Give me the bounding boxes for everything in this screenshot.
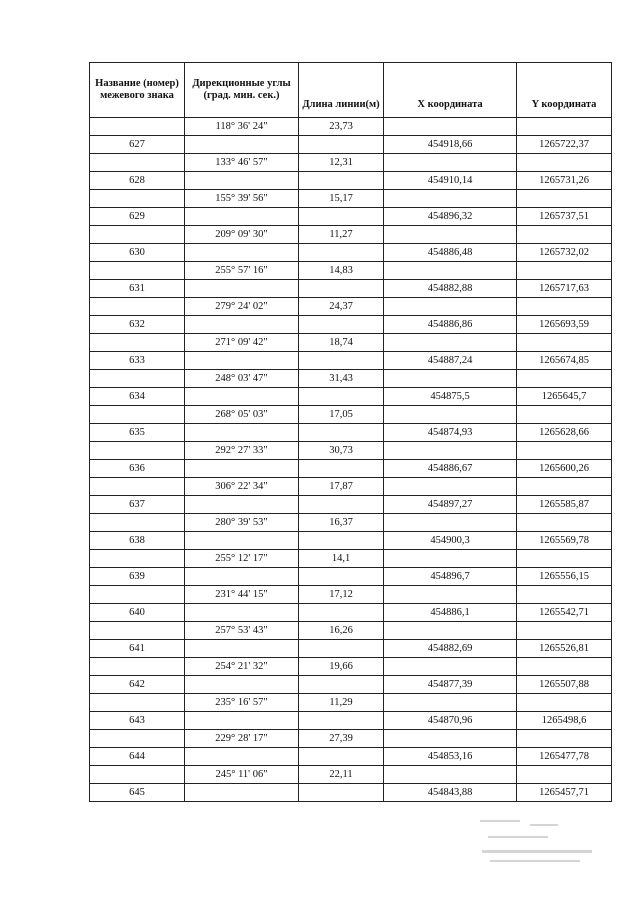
direction-angle-cell [185, 352, 299, 370]
mark-name-cell: 643 [90, 712, 185, 730]
table-row [90, 352, 612, 370]
direction-angle-cell [185, 712, 299, 730]
line-length-cell: 16,37 [299, 514, 384, 532]
table-row [90, 766, 612, 784]
y-coordinate-cell: 1265498,6 [517, 712, 612, 730]
table-row [90, 460, 612, 478]
direction-angle-cell: 229° 28' 17" [185, 730, 299, 748]
y-coordinate-cell: 1265569,78 [517, 532, 612, 550]
direction-angle-cell: 235° 16' 57" [185, 694, 299, 712]
y-coordinate-cell: 1265477,78 [517, 748, 612, 766]
mark-name-cell: 636 [90, 460, 185, 478]
table-row [90, 424, 612, 442]
table-body [90, 118, 612, 802]
mark-name-cell [90, 586, 185, 604]
x-coordinate-cell: 454874,93 [384, 424, 517, 442]
x-coordinate-cell: 454886,67 [384, 460, 517, 478]
table-row [90, 784, 612, 802]
y-coordinate-cell [517, 514, 612, 532]
y-coordinate-cell [517, 694, 612, 712]
direction-angle-cell: 306° 22' 34" [185, 478, 299, 496]
y-coordinate-cell: 1265556,15 [517, 568, 612, 586]
line-length-cell [299, 532, 384, 550]
x-coordinate-cell [384, 658, 517, 676]
direction-angle-cell: 255° 57' 16" [185, 262, 299, 280]
mark-name-cell: 630 [90, 244, 185, 262]
mark-name-cell [90, 262, 185, 280]
table-row [90, 658, 612, 676]
direction-angle-cell: 257° 53' 43" [185, 622, 299, 640]
x-coordinate-cell [384, 442, 517, 460]
direction-angle-cell: 118° 36' 24" [185, 118, 299, 136]
x-coordinate-cell [384, 370, 517, 388]
table-row [90, 604, 612, 622]
mark-name-cell: 637 [90, 496, 185, 514]
direction-angle-cell: 231° 44' 15" [185, 586, 299, 604]
x-coordinate-cell [384, 730, 517, 748]
mark-name-cell: 642 [90, 676, 185, 694]
y-coordinate-cell [517, 622, 612, 640]
direction-angle-cell [185, 676, 299, 694]
line-length-cell [299, 748, 384, 766]
table-row [90, 406, 612, 424]
y-coordinate-cell: 1265526,81 [517, 640, 612, 658]
line-length-cell [299, 424, 384, 442]
direction-angle-cell: 248° 03' 47" [185, 370, 299, 388]
mark-name-cell [90, 694, 185, 712]
x-coordinate-cell [384, 586, 517, 604]
table-row [90, 226, 612, 244]
x-coordinate-cell: 454843,88 [384, 784, 517, 802]
y-coordinate-cell: 1265731,26 [517, 172, 612, 190]
x-coordinate-cell [384, 694, 517, 712]
mark-name-cell [90, 730, 185, 748]
line-length-cell [299, 280, 384, 298]
direction-angle-cell: 280° 39' 53" [185, 514, 299, 532]
table-row [90, 478, 612, 496]
mark-name-cell: 634 [90, 388, 185, 406]
line-length-cell: 27,39 [299, 730, 384, 748]
y-coordinate-cell [517, 658, 612, 676]
line-length-cell [299, 352, 384, 370]
y-coordinate-cell [517, 370, 612, 388]
direction-angle-cell: 254° 21' 32" [185, 658, 299, 676]
table-row [90, 748, 612, 766]
table-row [90, 496, 612, 514]
mark-name-cell: 635 [90, 424, 185, 442]
table-row [90, 298, 612, 316]
direction-angle-cell [185, 208, 299, 226]
line-length-cell [299, 784, 384, 802]
direction-angle-cell [185, 172, 299, 190]
y-coordinate-cell: 1265585,87 [517, 496, 612, 514]
line-length-cell [299, 496, 384, 514]
table-row [90, 694, 612, 712]
y-coordinate-cell [517, 550, 612, 568]
y-coordinate-cell [517, 766, 612, 784]
table-header-row [90, 63, 612, 118]
line-length-cell: 17,12 [299, 586, 384, 604]
header-y-coordinate: Y координата [517, 63, 612, 118]
line-length-cell: 23,73 [299, 118, 384, 136]
direction-angle-cell [185, 532, 299, 550]
line-length-cell [299, 676, 384, 694]
table-row [90, 316, 612, 334]
line-length-cell [299, 136, 384, 154]
table-row [90, 730, 612, 748]
table-row [90, 514, 612, 532]
x-coordinate-cell [384, 514, 517, 532]
mark-name-cell [90, 406, 185, 424]
x-coordinate-cell: 454887,24 [384, 352, 517, 370]
table-row [90, 190, 612, 208]
y-coordinate-cell [517, 190, 612, 208]
mark-name-cell [90, 226, 185, 244]
table-row [90, 622, 612, 640]
line-length-cell: 16,26 [299, 622, 384, 640]
x-coordinate-cell [384, 622, 517, 640]
header-line-length: Длина линии(м) [299, 63, 384, 118]
x-coordinate-cell: 454877,39 [384, 676, 517, 694]
direction-angle-cell: 292° 27' 33" [185, 442, 299, 460]
mark-name-cell [90, 550, 185, 568]
direction-angle-cell: 268° 05' 03" [185, 406, 299, 424]
x-coordinate-cell: 454897,27 [384, 496, 517, 514]
table-row [90, 712, 612, 730]
direction-angle-cell [185, 280, 299, 298]
direction-angle-cell [185, 496, 299, 514]
y-coordinate-cell: 1265507,88 [517, 676, 612, 694]
mark-name-cell [90, 514, 185, 532]
direction-angle-cell [185, 784, 299, 802]
mark-name-cell: 633 [90, 352, 185, 370]
table-row [90, 208, 612, 226]
mark-name-cell [90, 334, 185, 352]
line-length-cell: 15,17 [299, 190, 384, 208]
x-coordinate-cell: 454886,48 [384, 244, 517, 262]
table-row [90, 262, 612, 280]
line-length-cell: 24,37 [299, 298, 384, 316]
x-coordinate-cell [384, 550, 517, 568]
direction-angle-cell: 271° 09' 42" [185, 334, 299, 352]
x-coordinate-cell: 454918,66 [384, 136, 517, 154]
mark-name-cell [90, 658, 185, 676]
line-length-cell: 18,74 [299, 334, 384, 352]
table-row [90, 640, 612, 658]
line-length-cell: 14,1 [299, 550, 384, 568]
y-coordinate-cell: 1265722,37 [517, 136, 612, 154]
x-coordinate-cell: 454870,96 [384, 712, 517, 730]
table-row [90, 334, 612, 352]
y-coordinate-cell [517, 226, 612, 244]
line-length-cell [299, 388, 384, 406]
x-coordinate-cell: 454896,7 [384, 568, 517, 586]
header-x-coordinate: X координата [384, 63, 517, 118]
table-row [90, 388, 612, 406]
y-coordinate-cell [517, 154, 612, 172]
x-coordinate-cell: 454882,69 [384, 640, 517, 658]
line-length-cell: 17,87 [299, 478, 384, 496]
direction-angle-cell [185, 388, 299, 406]
direction-angle-cell: 245° 11' 06" [185, 766, 299, 784]
y-coordinate-cell [517, 730, 612, 748]
table-row [90, 586, 612, 604]
y-coordinate-cell [517, 478, 612, 496]
mark-name-cell [90, 622, 185, 640]
line-length-cell [299, 316, 384, 334]
boundary-coordinates-table [89, 62, 612, 802]
x-coordinate-cell: 454853,16 [384, 748, 517, 766]
mark-name-cell [90, 190, 185, 208]
y-coordinate-cell: 1265737,51 [517, 208, 612, 226]
y-coordinate-cell: 1265674,85 [517, 352, 612, 370]
y-coordinate-cell: 1265732,02 [517, 244, 612, 262]
table-row [90, 280, 612, 298]
y-coordinate-cell: 1265645,7 [517, 388, 612, 406]
table-row [90, 370, 612, 388]
x-coordinate-cell [384, 334, 517, 352]
y-coordinate-cell [517, 406, 612, 424]
mark-name-cell: 632 [90, 316, 185, 334]
mark-name-cell: 631 [90, 280, 185, 298]
y-coordinate-cell [517, 298, 612, 316]
mark-name-cell: 628 [90, 172, 185, 190]
direction-angle-cell: 133° 46' 57" [185, 154, 299, 172]
mark-name-cell: 638 [90, 532, 185, 550]
y-coordinate-cell [517, 442, 612, 460]
line-length-cell: 14,83 [299, 262, 384, 280]
table-row [90, 550, 612, 568]
line-length-cell [299, 604, 384, 622]
direction-angle-cell [185, 316, 299, 334]
mark-name-cell: 629 [90, 208, 185, 226]
y-coordinate-cell: 1265693,59 [517, 316, 612, 334]
table-row [90, 154, 612, 172]
x-coordinate-cell: 454886,1 [384, 604, 517, 622]
y-coordinate-cell: 1265542,71 [517, 604, 612, 622]
mark-name-cell [90, 298, 185, 316]
y-coordinate-cell [517, 334, 612, 352]
line-length-cell [299, 712, 384, 730]
x-coordinate-cell [384, 226, 517, 244]
x-coordinate-cell: 454896,32 [384, 208, 517, 226]
mark-name-cell [90, 766, 185, 784]
direction-angle-cell: 209° 09' 30" [185, 226, 299, 244]
table-row [90, 172, 612, 190]
direction-angle-cell: 155° 39' 56" [185, 190, 299, 208]
y-coordinate-cell [517, 262, 612, 280]
direction-angle-cell [185, 640, 299, 658]
x-coordinate-cell [384, 190, 517, 208]
x-coordinate-cell [384, 766, 517, 784]
x-coordinate-cell [384, 406, 517, 424]
x-coordinate-cell [384, 154, 517, 172]
direction-angle-cell: 255° 12' 17" [185, 550, 299, 568]
line-length-cell: 19,66 [299, 658, 384, 676]
mark-name-cell [90, 478, 185, 496]
direction-angle-cell [185, 604, 299, 622]
direction-angle-cell: 279° 24' 02" [185, 298, 299, 316]
y-coordinate-cell: 1265457,71 [517, 784, 612, 802]
mark-name-cell: 639 [90, 568, 185, 586]
mark-name-cell [90, 118, 185, 136]
line-length-cell: 22,11 [299, 766, 384, 784]
table-row [90, 442, 612, 460]
table-row [90, 244, 612, 262]
mark-name-cell [90, 442, 185, 460]
mark-name-cell: 645 [90, 784, 185, 802]
direction-angle-cell [185, 136, 299, 154]
line-length-cell [299, 172, 384, 190]
header-mark-name: Название (номер) межевого знака [90, 63, 185, 118]
x-coordinate-cell: 454875,5 [384, 388, 517, 406]
y-coordinate-cell: 1265628,66 [517, 424, 612, 442]
table-row [90, 118, 612, 136]
line-length-cell: 11,27 [299, 226, 384, 244]
line-length-cell [299, 460, 384, 478]
x-coordinate-cell [384, 478, 517, 496]
line-length-cell [299, 244, 384, 262]
line-length-cell: 31,43 [299, 370, 384, 388]
x-coordinate-cell: 454886,86 [384, 316, 517, 334]
mark-name-cell: 640 [90, 604, 185, 622]
direction-angle-cell [185, 424, 299, 442]
line-length-cell [299, 640, 384, 658]
x-coordinate-cell: 454900,3 [384, 532, 517, 550]
line-length-cell [299, 568, 384, 586]
direction-angle-cell [185, 244, 299, 262]
x-coordinate-cell: 454910,14 [384, 172, 517, 190]
direction-angle-cell [185, 460, 299, 478]
mark-name-cell [90, 154, 185, 172]
y-coordinate-cell [517, 118, 612, 136]
line-length-cell: 11,29 [299, 694, 384, 712]
direction-angle-cell [185, 568, 299, 586]
mark-name-cell: 644 [90, 748, 185, 766]
x-coordinate-cell [384, 298, 517, 316]
direction-angle-cell [185, 748, 299, 766]
y-coordinate-cell [517, 586, 612, 604]
y-coordinate-cell: 1265600,26 [517, 460, 612, 478]
x-coordinate-cell [384, 262, 517, 280]
table-row [90, 136, 612, 154]
line-length-cell [299, 208, 384, 226]
x-coordinate-cell: 454882,88 [384, 280, 517, 298]
line-length-cell: 12,31 [299, 154, 384, 172]
x-coordinate-cell [384, 118, 517, 136]
faded-stamp [470, 812, 620, 872]
header-direction-angle: Дирекционные углы (град. мин. сек.) [185, 63, 299, 118]
mark-name-cell [90, 370, 185, 388]
line-length-cell: 30,73 [299, 442, 384, 460]
table-row [90, 568, 612, 586]
mark-name-cell: 641 [90, 640, 185, 658]
table-row [90, 532, 612, 550]
mark-name-cell: 627 [90, 136, 185, 154]
table-row [90, 676, 612, 694]
line-length-cell: 17,05 [299, 406, 384, 424]
y-coordinate-cell: 1265717,63 [517, 280, 612, 298]
